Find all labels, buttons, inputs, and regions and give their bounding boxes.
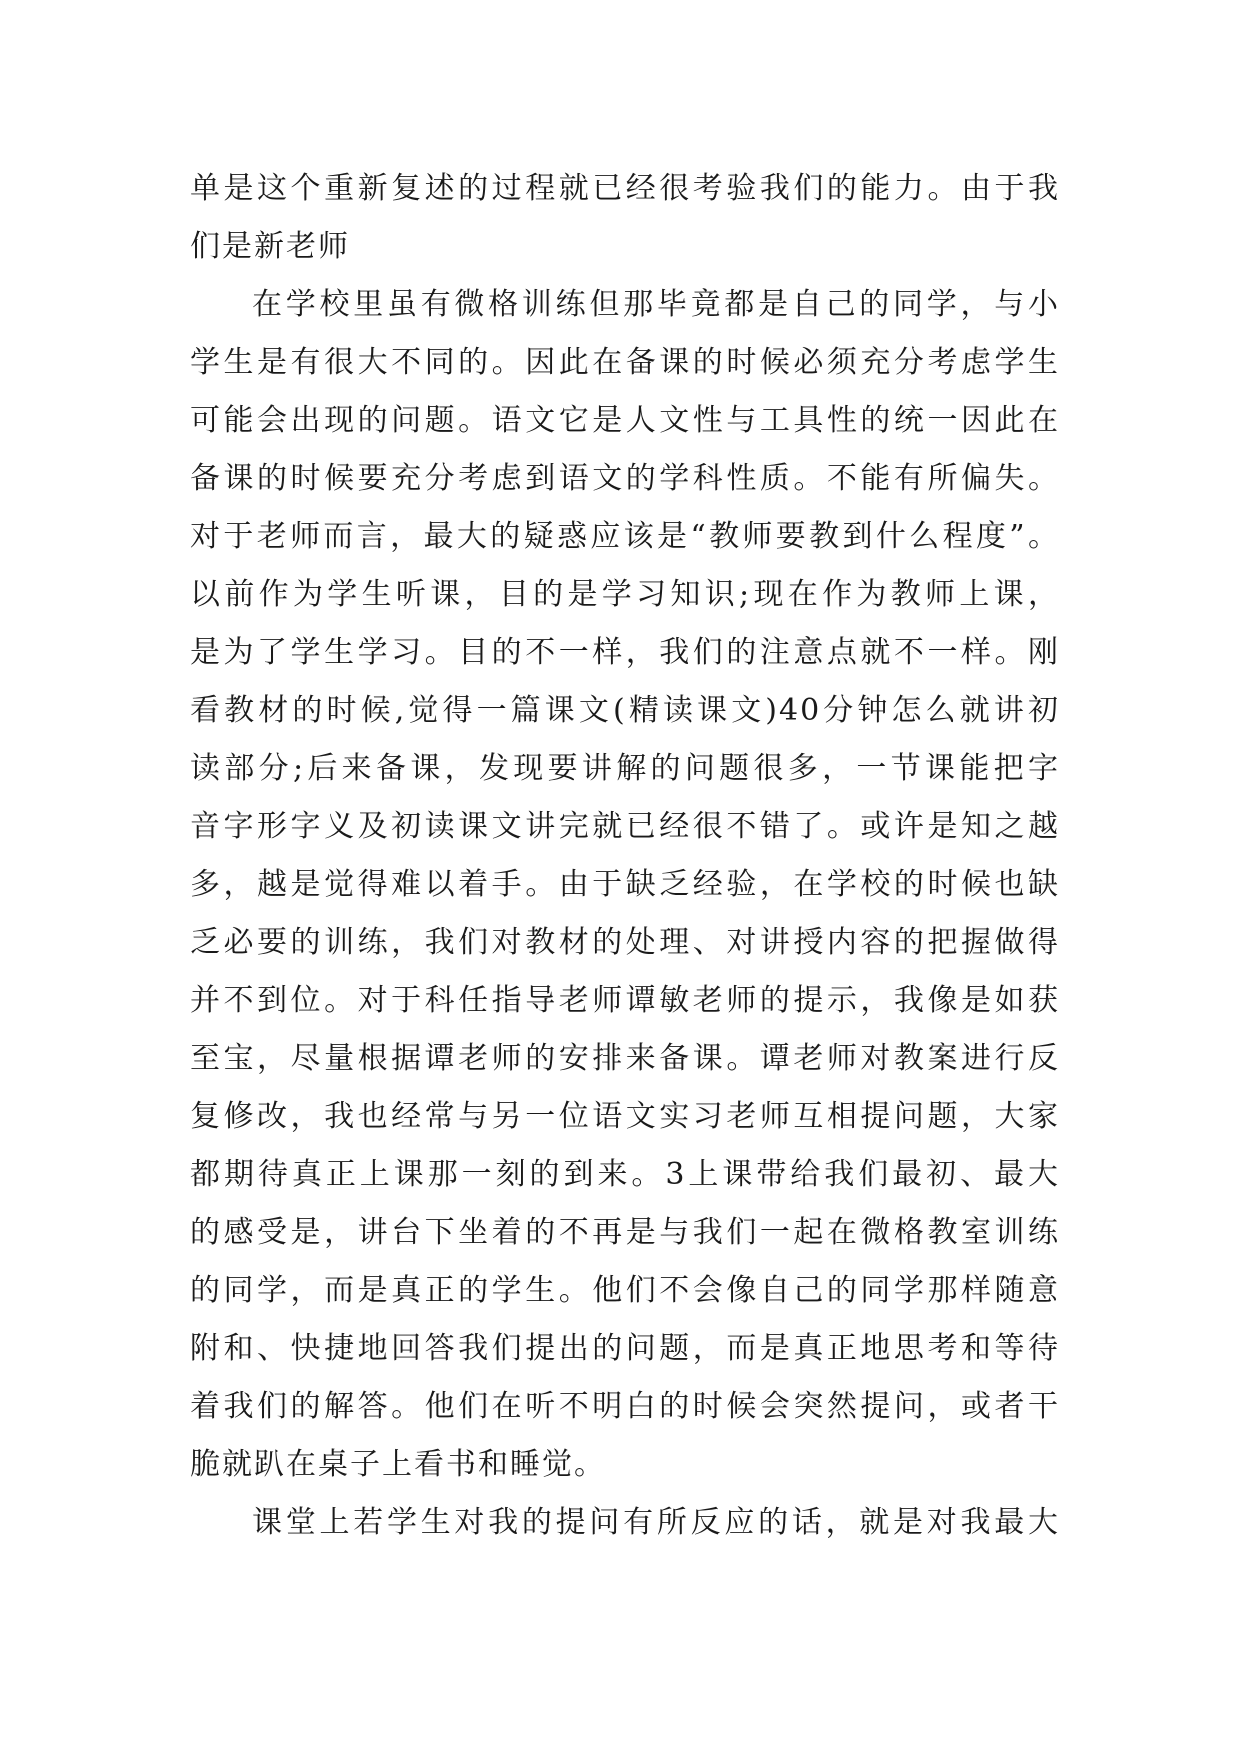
- text-line: 复修改，我也经常与另一位语文实习老师互相提问题，大家: [190, 1099, 1060, 1134]
- paragraph-2: [190, 276, 1060, 1494]
- text-line: 课堂上若学生对我的提问有所反应的话，就是对我最大: [252, 1505, 1060, 1540]
- text-line: 们是新老师: [190, 229, 350, 264]
- text-line: 的同学，而是真正的学生。他们不会像自己的同学那样随意: [190, 1273, 1060, 1308]
- text-line: 看教材的时候,觉得一篇课文(精读课文)40分钟怎么就讲初: [190, 693, 1060, 728]
- text-line: 在学校里虽有微格训练但那毕竟都是自己的同学，与小: [252, 287, 1060, 322]
- text-line: 单是这个重新复述的过程就已经很考验我们的能力。由于我: [190, 171, 1060, 206]
- paragraph-3: [190, 1494, 1060, 1552]
- text-line: 着我们的解答。他们在听不明白的时候会突然提问，或者干: [190, 1389, 1060, 1424]
- text-line: 对于老师而言，最大的疑惑应该是“教师要教到什么程度”。: [190, 519, 1060, 554]
- text-line: 乏必要的训练，我们对教材的处理、对讲授内容的把握做得: [190, 925, 1060, 960]
- text-line: 学生是有很大不同的。因此在备课的时候必须充分考虑学生: [190, 345, 1060, 380]
- text-line: 备课的时候要充分考虑到语文的学科性质。不能有所偏失。: [190, 461, 1060, 496]
- text-line: 的感受是，讲台下坐着的不再是与我们一起在微格教室训练: [190, 1215, 1060, 1250]
- text-line: 附和、快捷地回答我们提出的问题，而是真正地思考和等待: [190, 1331, 1060, 1366]
- text-line: 音字形字义及初读课文讲完就已经很不错了。或许是知之越: [190, 809, 1060, 844]
- text-line: 都期待真正上课那一刻的到来。3上课带给我们最初、最大: [190, 1157, 1060, 1192]
- text-line: 并不到位。对于科任指导老师谭敏老师的提示，我像是如获: [190, 983, 1060, 1018]
- text-line: 读部分;后来备课，发现要讲解的问题很多，一节课能把字: [190, 751, 1060, 786]
- text-line: 是为了学生学习。目的不一样，我们的注意点就不一样。刚: [190, 635, 1060, 670]
- text-line: 可能会出现的问题。语文它是人文性与工具性的统一因此在: [190, 403, 1060, 438]
- document-body: [190, 160, 1060, 1552]
- text-line: 脆就趴在桌子上看书和睡觉。: [190, 1447, 606, 1482]
- text-line: 多，越是觉得难以着手。由于缺乏经验，在学校的时候也缺: [190, 867, 1060, 902]
- text-line: 以前作为学生听课，目的是学习知识;现在作为教师上课，: [190, 577, 1060, 612]
- text-line: 至宝，尽量根据谭老师的安排来备课。谭老师对教案进行反: [190, 1041, 1060, 1076]
- paragraph-1: [190, 160, 1060, 276]
